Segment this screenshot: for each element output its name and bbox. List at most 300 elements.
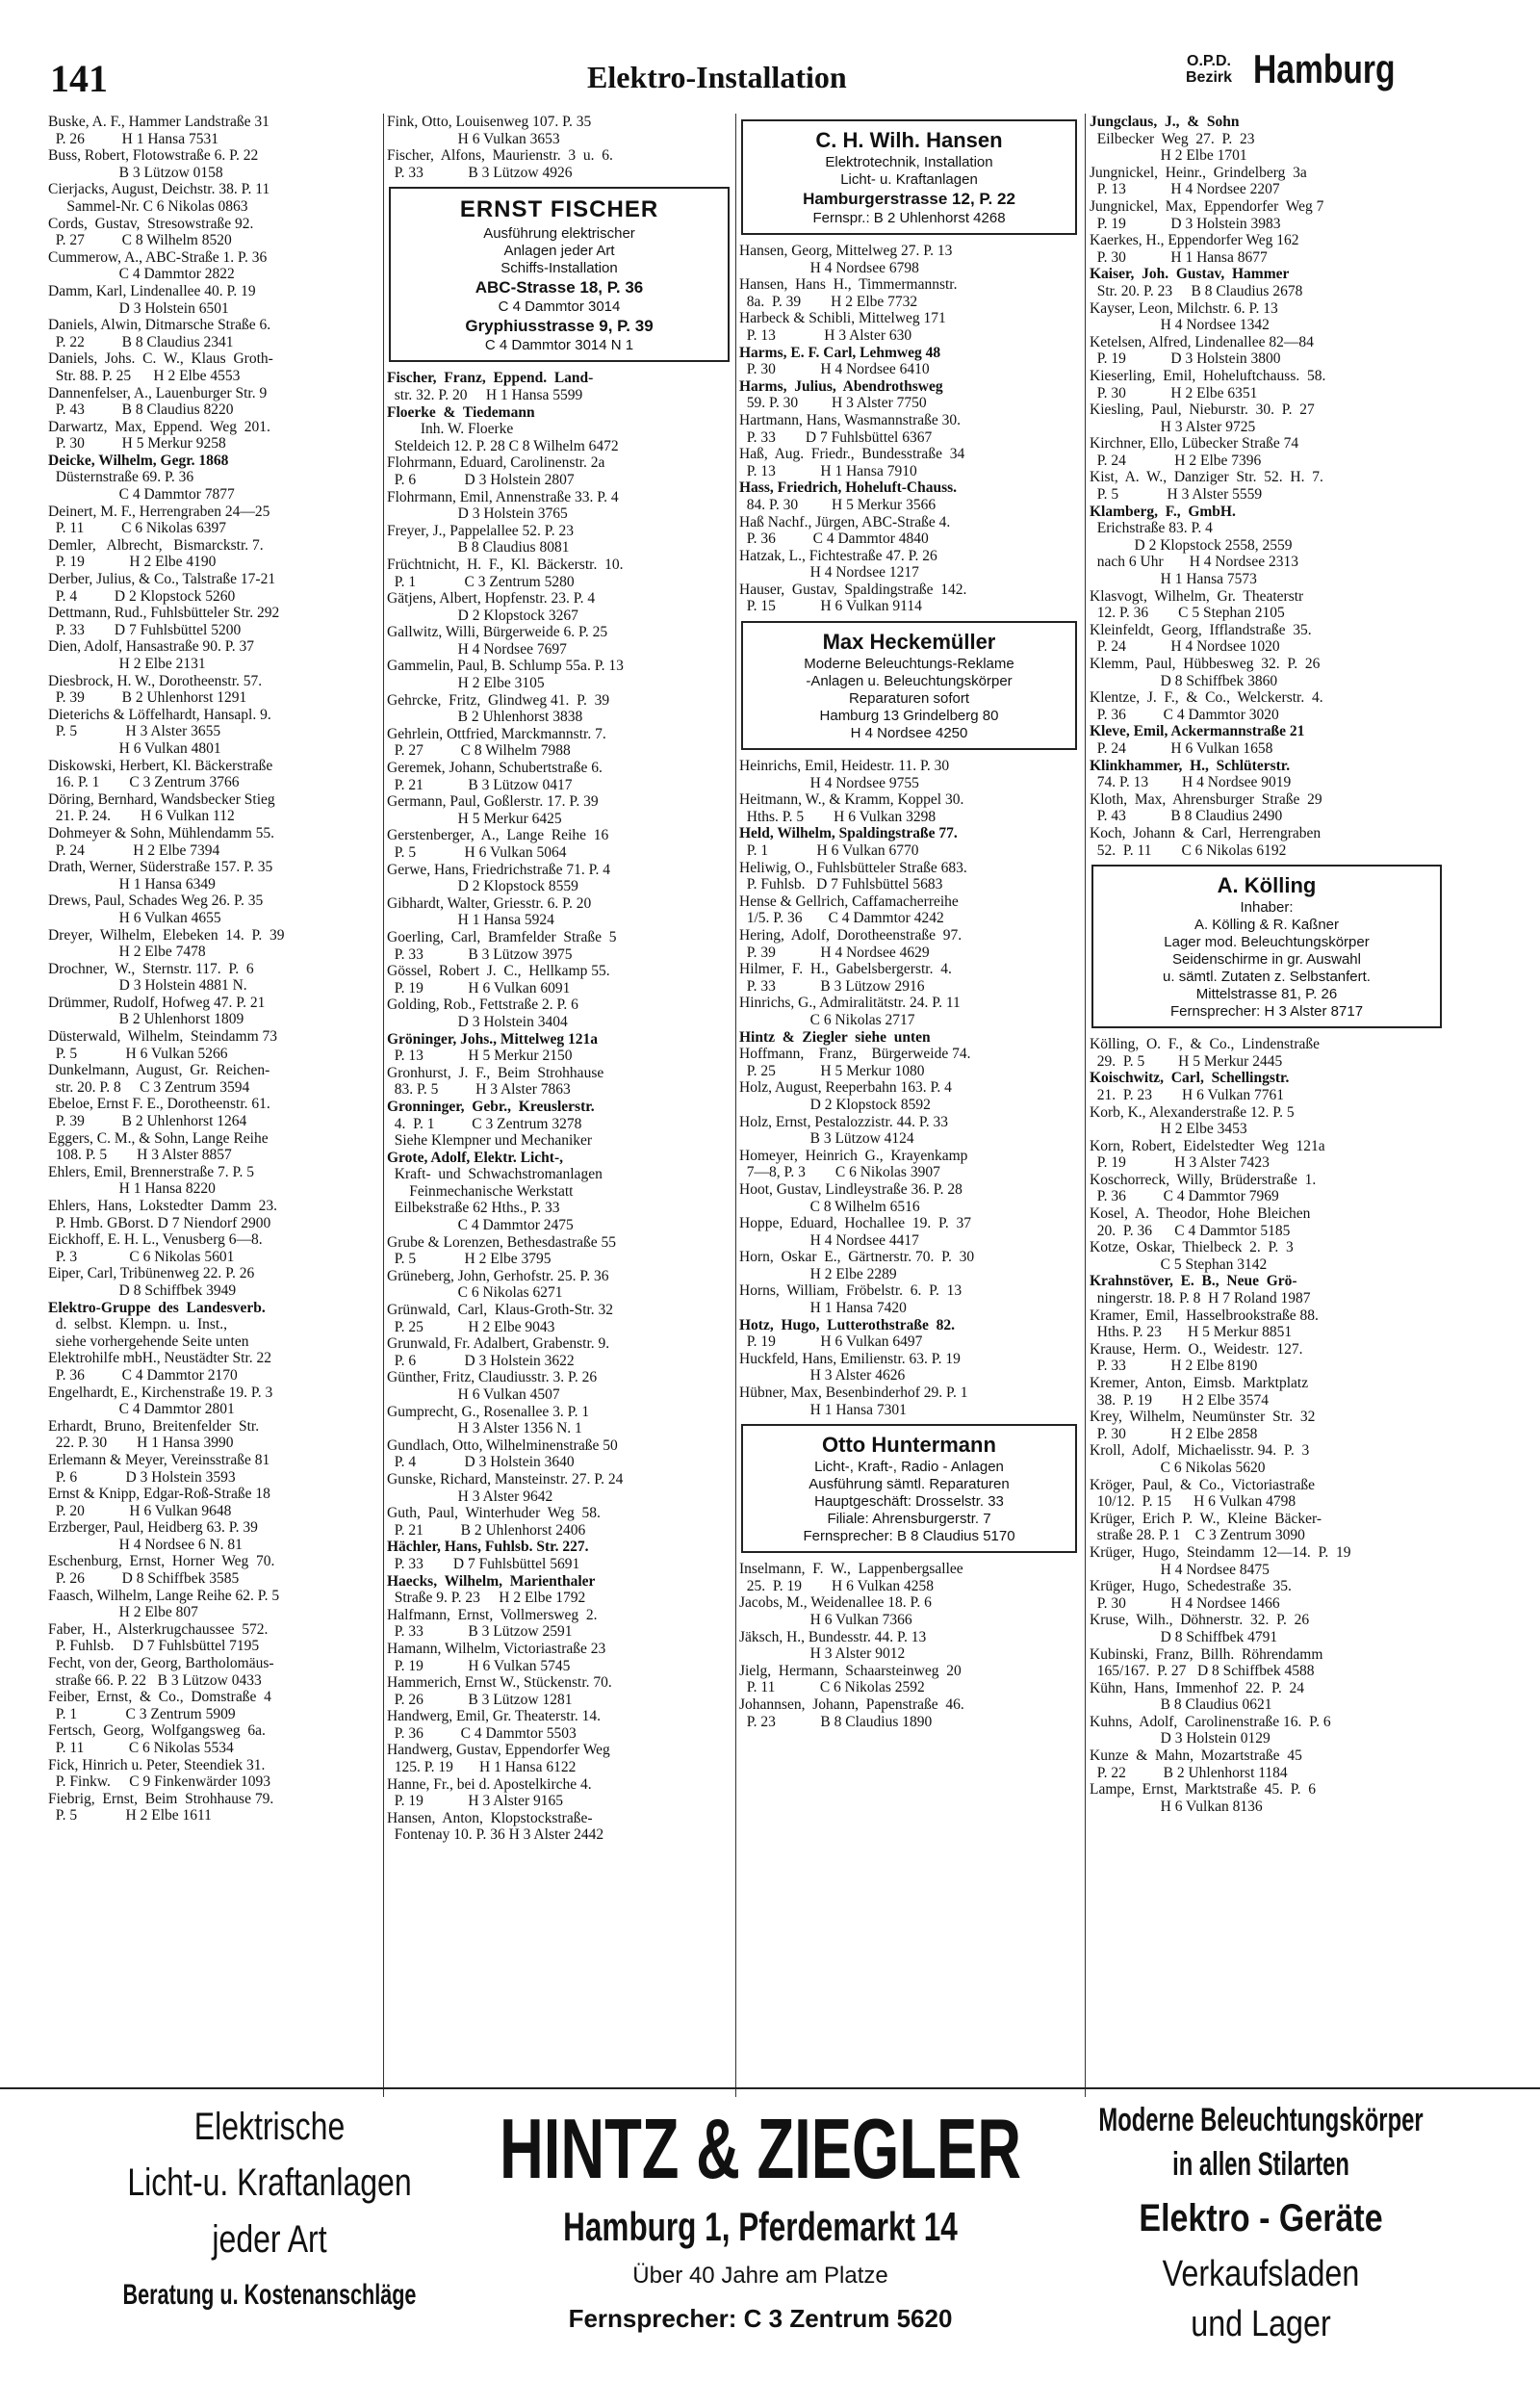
directory-line: Horns, William, Fröbelstr. 6. P. 13 bbox=[739, 1282, 962, 1300]
banner-right-line: Moderne Beleuchtungskörper bbox=[1098, 2102, 1424, 2138]
directory-line: H 4 Nordsee 8475 bbox=[1090, 1561, 1270, 1578]
directory-line: Drümmer, Rudolf, Hofweg 47. P. 21 bbox=[48, 994, 266, 1011]
directory-line: D 8 Schiffbek 3860 bbox=[1090, 672, 1278, 689]
directory-line: Sammel-Nr. C 6 Nikolas 0863 bbox=[48, 197, 248, 215]
directory-column-3 bbox=[739, 114, 1079, 2097]
directory-line: Klamberg, F., GmbH. bbox=[1090, 503, 1236, 520]
entry-list bbox=[1090, 114, 1444, 859]
directory-line: 125. P. 19 H 1 Hansa 6122 bbox=[387, 1759, 577, 1776]
directory-line: Lampe, Ernst, Marktstraße 45. P. 6 bbox=[1090, 1781, 1317, 1799]
directory-line: P. 5 H 6 Vulkan 5266 bbox=[48, 1045, 228, 1062]
directory-line: P. 6 D 3 Holstein 3593 bbox=[48, 1468, 236, 1486]
directory-line: Dieterichs & Löffelhardt, Hansapl. 9. bbox=[48, 706, 271, 723]
directory-line: Kosel, A. Theodor, Hohe Bleichen bbox=[1090, 1205, 1311, 1223]
directory-line: Hoot, Gustav, Lindleystraße 36. P. 28 bbox=[739, 1180, 962, 1198]
directory-line: Hartmann, Hans, Wasmannstraße 30. bbox=[739, 411, 962, 428]
directory-line: H 3 Alster 9725 bbox=[1090, 418, 1256, 435]
directory-line: Ehlers, Hans, Lokstedter Damm 23. bbox=[48, 1198, 278, 1214]
directory-line: Gronninger, Gebr., Kreuslerstr. bbox=[387, 1098, 595, 1115]
directory-line: Klemm, Paul, Hübbesweg 32. P. 26 bbox=[1090, 656, 1321, 672]
ad-line: Elektrotechnik, Installation bbox=[825, 154, 993, 170]
directory-line: P. 22 B 8 Claudius 2341 bbox=[48, 333, 234, 350]
directory-line: Ebeloe, Ernst F. E., Dorotheenstr. 61. bbox=[48, 1096, 270, 1113]
ad-address: Filiale: Ahrensburgerstr. 7 bbox=[827, 1511, 991, 1528]
directory-line: Fontenay 10. P. 36 H 3 Alster 2442 bbox=[387, 1826, 604, 1844]
directory-line: P. 33 D 7 Fuhlsbüttel 5200 bbox=[48, 621, 242, 638]
directory-line: P. 19 H 6 Vulkan 6091 bbox=[387, 979, 571, 996]
directory-line: Hanne, Fr., bei d. Apostelkirche 4. bbox=[387, 1775, 592, 1793]
directory-line: Kayser, Leon, Milchstr. 6. P. 13 bbox=[1090, 299, 1278, 317]
directory-line: Fertsch, Georg, Wolfgangsweg 6a. bbox=[48, 1722, 266, 1740]
directory-line: P. 4 D 2 Klopstock 5260 bbox=[48, 587, 236, 605]
directory-line: D 3 Holstein 6501 bbox=[48, 299, 229, 317]
directory-line: H 4 Nordsee 9755 bbox=[739, 774, 919, 791]
directory-line: Homeyer, Heinrich G., Krayenkamp bbox=[739, 1147, 968, 1164]
directory-line: P. 13 H 4 Nordsee 2207 bbox=[1090, 181, 1280, 198]
directory-line: D 3 Holstein 0129 bbox=[1090, 1730, 1270, 1747]
directory-line: Kirchner, Ello, Lübecker Straße 74 bbox=[1090, 435, 1299, 453]
directory-line: D 2 Klopstock 8592 bbox=[739, 1096, 931, 1113]
directory-line: Erlemann & Meyer, Vereinsstraße 81 bbox=[48, 1451, 270, 1468]
directory-line: Kotze, Oskar, Thielbeck 2. P. 3 bbox=[1090, 1239, 1294, 1256]
directory-line: 22. P. 30 H 1 Hansa 3990 bbox=[48, 1435, 234, 1452]
directory-line: Steldeich 12. P. 28 C 8 Wilhelm 6472 bbox=[387, 437, 619, 454]
directory-line: H 2 Elbe 1701 bbox=[1090, 147, 1247, 165]
directory-line: Eilbekstraße 62 Hths., P. 33 bbox=[387, 1200, 560, 1217]
bottom-advertisement bbox=[96, 2099, 1463, 2359]
directory-line: P. 6 D 3 Holstein 2807 bbox=[387, 471, 575, 488]
directory-line: Diskowski, Herbert, Kl. Bäckerstraße bbox=[48, 757, 273, 774]
directory-line: Hächler, Hans, Fuhlsb. Str. 227. bbox=[387, 1539, 589, 1556]
directory-line: Inh. W. Floerke bbox=[387, 421, 514, 438]
directory-line: Str. 20. P. 23 B 8 Claudius 2678 bbox=[1090, 282, 1303, 299]
directory-line: Korn, Robert, Eidelstedter Weg 121a bbox=[1090, 1137, 1325, 1154]
directory-line: D 3 Holstein 3404 bbox=[387, 1013, 568, 1030]
directory-line: P. 19 D 3 Holstein 3983 bbox=[1090, 215, 1281, 232]
directory-column-2 bbox=[387, 114, 732, 2097]
directory-line: P. 1 C 3 Zentrum 5909 bbox=[48, 1705, 236, 1722]
opd-label: O.P.D. bbox=[1187, 53, 1231, 69]
directory-line: P. 13 H 3 Alster 630 bbox=[739, 326, 912, 344]
directory-line: Horn, Oskar E., Gärtnerstr. 70. P. 30 bbox=[739, 1249, 975, 1266]
directory-line: P. 36 C 4 Dammtor 7969 bbox=[1090, 1188, 1279, 1205]
directory-line: Elektrohilfe mbH., Neustädter Str. 22 bbox=[48, 1350, 272, 1367]
directory-line: D 2 Klopstock 3267 bbox=[387, 607, 578, 624]
directory-line: P. 19 H 3 Alster 9165 bbox=[387, 1793, 563, 1810]
directory-line: Guth, Paul, Winterhuder Weg 58. bbox=[387, 1505, 601, 1522]
directory-line: Fick, Hinrich u. Peter, Steendiek 31. bbox=[48, 1756, 266, 1773]
ad-name: C. H. Wilh. Hansen bbox=[815, 128, 1003, 152]
directory-line: str. 20. P. 8 C 3 Zentrum 3594 bbox=[48, 1078, 250, 1096]
directory-line: 8a. P. 39 H 2 Elbe 7732 bbox=[739, 293, 918, 310]
banner-phone: Fernsprecher: C 3 Zentrum 5620 bbox=[568, 2304, 953, 2333]
directory-line: Gundlach, Otto, Wilhelminenstraße 50 bbox=[387, 1436, 618, 1454]
directory-line: P. 11 C 6 Nikolas 5534 bbox=[48, 1740, 234, 1756]
directory-line: Haß Nachf., Jürgen, ABC-Straße 4. bbox=[739, 513, 951, 531]
directory-line: P. 27 C 8 Wilhelm 8520 bbox=[48, 232, 232, 249]
directory-line: H 6 Vulkan 7366 bbox=[739, 1612, 912, 1628]
directory-line: Hinrichs, G., Admiralitätstr. 24. P. 11 bbox=[739, 995, 961, 1012]
directory-line: P. 19 H 2 Elbe 4190 bbox=[48, 554, 217, 571]
directory-line: H 3 Alster 4626 bbox=[739, 1367, 906, 1385]
directory-line: D 3 Holstein 3765 bbox=[387, 505, 568, 523]
directory-line: Kühn, Hans, Immenhof 22. P. 24 bbox=[1090, 1679, 1305, 1696]
directory-line: P. 25 H 2 Elbe 9043 bbox=[387, 1318, 555, 1335]
ad-phone: Fernsprecher: H 3 Alster 8717 bbox=[1169, 1003, 1364, 1021]
directory-line: 21. P. 24. H 6 Vulkan 112 bbox=[48, 808, 235, 825]
directory-line: Kubinski, Franz, Billh. Röhrendamm bbox=[1090, 1645, 1323, 1663]
ad-phone: Fernsprecher: B 8 Claudius 5170 bbox=[803, 1528, 1015, 1545]
directory-line: Jungnickel, Heinr., Grindelberg 3a bbox=[1090, 164, 1307, 181]
directory-line: Kremer, Anton, Eimsb. Marktplatz bbox=[1090, 1375, 1309, 1391]
directory-line: Feiber, Ernst, & Co., Domstraße 4 bbox=[48, 1689, 271, 1706]
directory-line: Kaiser, Joh. Gustav, Hammer bbox=[1090, 266, 1290, 283]
directory-line: Dettmann, Rud., Fuhlsbütteler Str. 292 bbox=[48, 605, 280, 622]
directory-line: Heitmann, W., & Kramm, Koppel 30. bbox=[739, 791, 964, 809]
ad-line: Licht-, Kraft-, Radio - Anlagen bbox=[814, 1459, 1004, 1476]
directory-line: P. 11 C 6 Nikolas 6397 bbox=[48, 520, 227, 537]
directory-line: Kröger, Paul, & Co., Victoriastraße bbox=[1090, 1476, 1316, 1493]
directory-line: Hense & Gellrich, Caffamacherreihe bbox=[739, 893, 959, 910]
directory-line: P. 20 H 6 Vulkan 9648 bbox=[48, 1502, 232, 1519]
directory-line: Golding, Rob., Fettstraße 2. P. 6 bbox=[387, 996, 578, 1014]
directory-line: P. 36 C 4 Dammtor 3020 bbox=[1090, 706, 1279, 723]
directory-line: Huckfeld, Hans, Emilienstr. 63. P. 19 bbox=[739, 1350, 961, 1367]
banner-tagline: Über 40 Jahre am Platze bbox=[632, 2263, 888, 2289]
directory-line: Koch, Johann & Carl, Herrengraben bbox=[1090, 824, 1322, 841]
directory-line: Erichstraße 83. P. 4 bbox=[1090, 520, 1213, 537]
directory-line: 21. P. 23 H 6 Vulkan 7761 bbox=[1090, 1086, 1285, 1103]
directory-line: P. Hmb. GBorst. D 7 Niendorf 2900 bbox=[48, 1214, 271, 1231]
directory-line: P. 22 B 2 Uhlenhorst 1184 bbox=[1090, 1764, 1288, 1781]
directory-line: 12. P. 36 C 5 Stephan 2105 bbox=[1090, 605, 1285, 622]
directory-line: P. 39 H 4 Nordsee 4629 bbox=[739, 944, 930, 961]
directory-line: Buss, Robert, Flotowstraße 6. P. 22 bbox=[48, 147, 259, 165]
directory-line: 7—8, P. 3 C 6 Nikolas 3907 bbox=[739, 1164, 940, 1181]
directory-line: Holz, August, Reeperbahn 163. P. 4 bbox=[739, 1079, 952, 1097]
column-rule bbox=[383, 114, 384, 2097]
directory-line: Faber, H., Alsterkrugchaussee 572. bbox=[48, 1620, 269, 1638]
directory-line: Gröninger, Johs., Mittelweg 121a bbox=[387, 1030, 598, 1048]
column-rule bbox=[1085, 114, 1086, 2097]
directory-line: Kraft- und Schwachstromanlagen bbox=[387, 1166, 603, 1183]
directory-line: Dunkelmann, August, Gr. Reichen- bbox=[48, 1062, 270, 1079]
directory-line: H 1 Hansa 7301 bbox=[739, 1401, 907, 1418]
directory-line: Grote, Adolf, Elektr. Licht-, bbox=[387, 1149, 563, 1166]
directory-line: H 4 Nordsee 1342 bbox=[1090, 317, 1270, 334]
directory-line: D 8 Schiffbek 4791 bbox=[1090, 1628, 1278, 1645]
directory-line: Grunwald, Fr. Adalbert, Grabenstr. 9. bbox=[387, 1335, 610, 1353]
ad-address: Mittelstrasse 81, P. 26 bbox=[1195, 986, 1338, 1003]
directory-line: Haecks, Wilhelm, Marienthaler bbox=[387, 1572, 596, 1590]
directory-line: H 4 Nordsee 6798 bbox=[739, 259, 919, 276]
directory-line: B 3 Lützow 0158 bbox=[48, 164, 223, 181]
directory-line: P. Fuhlsb. D 7 Fuhlsbüttel 5683 bbox=[739, 876, 943, 893]
directory-line: Ketelsen, Alfred, Lindenallee 82—84 bbox=[1090, 333, 1314, 350]
directory-line: Jungnickel, Max, Eppendorfer Weg 7 bbox=[1090, 197, 1324, 215]
ad-hansen bbox=[741, 119, 1077, 235]
banner-left-line: Beratung u. Kostenanschläge bbox=[122, 2279, 417, 2311]
directory-line: Früchtnicht, H. F., Kl. Bäckerstr. 10. bbox=[387, 556, 624, 573]
directory-line: P. 24 H 6 Vulkan 1658 bbox=[1090, 739, 1273, 757]
directory-line: P. 21 B 2 Uhlenhorst 2406 bbox=[387, 1521, 586, 1539]
directory-line: Grüneberg, John, Gerhofstr. 25. P. 36 bbox=[387, 1267, 609, 1284]
ad-line: Ausführung sämtl. Reparaturen bbox=[808, 1476, 1010, 1493]
ad-koelling bbox=[1091, 865, 1442, 1028]
directory-line: Hauser, Gustav, Spaldingstraße 142. bbox=[739, 581, 967, 598]
directory-line: P. 24 H 2 Elbe 7394 bbox=[48, 841, 220, 859]
directory-line: P. Fuhlsb. D 7 Fuhlsbüttel 7195 bbox=[48, 1638, 260, 1655]
directory-line: C 4 Dammtor 2801 bbox=[48, 1401, 235, 1418]
directory-line: Krüger, Hugo, Steindamm 12—14. P. 19 bbox=[1090, 1543, 1351, 1561]
directory-line: Hatzak, L., Fichtestraße 47. P. 26 bbox=[739, 547, 937, 564]
directory-line: Diesbrock, H. W., Dorotheenstr. 57. bbox=[48, 672, 263, 689]
directory-line: Feinmechanische Werkstatt bbox=[387, 1182, 574, 1200]
directory-line: Hansen, Anton, Klopstockstraße- bbox=[387, 1809, 593, 1826]
directory-line: P. 30 H 5 Merkur 9258 bbox=[48, 435, 226, 453]
directory-line: Cords, Gustav, Stresowstraße 92. bbox=[48, 215, 254, 232]
directory-line: P. 1 C 3 Zentrum 5280 bbox=[387, 573, 575, 590]
banner-address: Hamburg 1, Pferdemarkt 14 bbox=[563, 2204, 958, 2249]
directory-line: Dannenfelser, A., Lauenburger Str. 9 bbox=[48, 384, 268, 401]
directory-line: Kieserling, Emil, Hoheluftchauss. 58. bbox=[1090, 367, 1326, 384]
directory-line: 1/5. P. 36 C 4 Dammtor 4242 bbox=[739, 910, 944, 927]
directory-line: P. 30 H 2 Elbe 2858 bbox=[1090, 1425, 1258, 1442]
ad-line: Inhaber: bbox=[1240, 899, 1294, 917]
directory-column-4 bbox=[1090, 114, 1444, 2097]
directory-line: Eickhoff, E. H. L., Venusberg 6—8. bbox=[48, 1231, 263, 1249]
directory-line: Drews, Paul, Schades Weg 26. P. 35 bbox=[48, 893, 264, 910]
directory-line: H 6 Vulkan 4655 bbox=[48, 909, 221, 926]
banner-hintz-ziegler bbox=[462, 2099, 1059, 2359]
directory-line: P. 33 B 3 Lützow 2916 bbox=[739, 977, 925, 995]
directory-line: D 3 Holstein 4881 N. bbox=[48, 977, 247, 995]
directory-line: Flohrmann, Eduard, Carolinenstr. 2a bbox=[387, 454, 605, 472]
directory-line: Grube & Lorenzen, Bethesdastraße 55 bbox=[387, 1233, 617, 1251]
directory-line: B 8 Claudius 8081 bbox=[387, 539, 570, 556]
directory-line: Hübner, Max, Besenbinderhof 29. P. 1 bbox=[739, 1385, 968, 1402]
directory-line: Gammelin, Paul, B. Schlump 55a. P. 13 bbox=[387, 658, 624, 675]
directory-line: P. 30 H 1 Hansa 8677 bbox=[1090, 248, 1268, 266]
directory-line: Harbeck & Schibli, Mittelweg 171 bbox=[739, 310, 946, 327]
directory-line: P. 27 C 8 Wilhelm 7988 bbox=[387, 742, 571, 760]
directory-line: nach 6 Uhr H 4 Nordsee 2313 bbox=[1090, 554, 1298, 571]
directory-line: H 6 Vulkan 4507 bbox=[387, 1386, 560, 1403]
directory-line: C 4 Dammtor 2822 bbox=[48, 266, 235, 283]
entry-list bbox=[739, 243, 1079, 615]
ad-address: Hamburgerstrasse 12, P. 22 bbox=[803, 190, 1015, 208]
directory-line: Daniels, Johs. C. W., Klaus Groth- bbox=[48, 350, 273, 368]
directory-line: Düsterwald, Wilhelm, Steindamm 73 bbox=[48, 1028, 278, 1046]
directory-line: Krahnstöver, E. B., Neue Grö- bbox=[1090, 1273, 1297, 1290]
directory-line: Deinert, M. F., Herrengraben 24—25 bbox=[48, 503, 270, 520]
directory-line: Cierjacks, August, Deichstr. 38. P. 11 bbox=[48, 181, 270, 198]
directory-line: 20. P. 36 C 4 Dammtor 5185 bbox=[1090, 1222, 1291, 1239]
directory-line: Jielg, Hermann, Schaarsteinweg 20 bbox=[739, 1662, 962, 1679]
directory-line: Fischer, Alfons, Maurienstr. 3 u. 6. bbox=[387, 147, 613, 165]
directory-line: P. 33 H 2 Elbe 8190 bbox=[1090, 1358, 1258, 1375]
directory-line: H 3 Alster 9012 bbox=[739, 1645, 906, 1663]
directory-line: P. 11 C 6 Nikolas 2592 bbox=[739, 1679, 925, 1696]
directory-line: P. 33 B 3 Lützow 4926 bbox=[387, 164, 573, 181]
directory-line: Gunske, Richard, Mansteinstr. 27. P. 24 bbox=[387, 1470, 624, 1488]
directory-line: Hering, Adolf, Dorotheenstraße 97. bbox=[739, 927, 962, 944]
entry-list bbox=[739, 1561, 1079, 1730]
banner-right-line: in allen Stilarten bbox=[1172, 2146, 1349, 2183]
directory-line: Kroll, Adolf, Michaelisstr. 94. P. 3 bbox=[1090, 1442, 1310, 1460]
ad-name: A. Kölling bbox=[1217, 873, 1317, 898]
ad-phone: H 4 Nordsee 4250 bbox=[850, 725, 968, 742]
directory-line: straße 28. P. 1 C 3 Zentrum 3090 bbox=[1090, 1527, 1305, 1544]
directory-line: 25. P. 19 H 6 Vulkan 4258 bbox=[739, 1577, 935, 1594]
directory-line: Drath, Werner, Süderstraße 157. P. 35 bbox=[48, 859, 273, 876]
directory-line: Flohrmann, Emil, Annenstraße 33. P. 4 bbox=[387, 488, 619, 505]
directory-line: Koschorreck, Willy, Brüderstraße 1. bbox=[1090, 1171, 1317, 1188]
directory-line: Kuhns, Adolf, Carolinenstraße 16. P. 6 bbox=[1090, 1713, 1331, 1730]
directory-line: Dien, Adolf, Hansastraße 90. P. 37 bbox=[48, 638, 254, 656]
directory-line: 10/12. P. 15 H 6 Vulkan 4798 bbox=[1090, 1493, 1296, 1511]
directory-line: H 1 Hansa 8220 bbox=[48, 1180, 216, 1198]
directory-line: 108. P. 5 H 3 Alster 8857 bbox=[48, 1147, 232, 1164]
directory-line: Gibhardt, Walter, Griesstr. 6. P. 20 bbox=[387, 894, 592, 912]
ad-name: Otto Huntermann bbox=[822, 1433, 996, 1458]
directory-line: straße 66. P. 22 B 3 Lützow 0433 bbox=[48, 1671, 262, 1689]
directory-line: Döring, Bernhard, Wandsbecker Stieg bbox=[48, 790, 275, 808]
directory-line: Drochner, W., Sternstr. 117. P. 6 bbox=[48, 960, 254, 977]
directory-line: B 8 Claudius 0621 bbox=[1090, 1696, 1272, 1714]
page-title: Elektro-Installation bbox=[587, 60, 847, 94]
directory-line: P. 33 D 7 Fuhlsbüttel 5691 bbox=[387, 1555, 580, 1572]
directory-line: Halfmann, Ernst, Vollmersweg 2. bbox=[387, 1606, 598, 1623]
directory-line: P. 5 H 3 Alster 5559 bbox=[1090, 486, 1263, 504]
ad-line: Moderne Beleuchtungs-Reklame bbox=[804, 656, 1014, 673]
directory-line: Hansen, Hans H., Timmermannstr. bbox=[739, 276, 958, 294]
entry-list bbox=[1090, 1036, 1444, 1815]
directory-line: P. 43 B 8 Claudius 2490 bbox=[1090, 808, 1283, 825]
postal-district-label bbox=[1186, 53, 1232, 86]
directory-line: P. 5 H 2 Elbe 3795 bbox=[387, 1251, 552, 1268]
directory-line: 83. P. 5 H 3 Alster 7863 bbox=[387, 1081, 571, 1099]
directory-line: Gehrlein, Ottfried, Marckmannstr. 7. bbox=[387, 725, 606, 742]
directory-line: C 5 Stephan 3142 bbox=[1090, 1255, 1268, 1273]
directory-line: Krause, Herm. O., Weidestr. 127. bbox=[1090, 1340, 1303, 1358]
directory-line: Hammerich, Ernst W., Stückenstr. 70. bbox=[387, 1674, 612, 1692]
directory-line: Faasch, Wilhelm, Lange Reihe 62. P. 5 bbox=[48, 1587, 280, 1604]
directory-line: Daniels, Alwin, Ditmarsche Straße 6. bbox=[48, 317, 271, 334]
ad-name: Max Heckemüller bbox=[822, 630, 996, 655]
banner-right-panel bbox=[1059, 2099, 1463, 2359]
directory-line: C 6 Nikolas 2717 bbox=[739, 1011, 915, 1028]
ad-line: Anlagen jeder Art bbox=[503, 243, 615, 260]
directory-line: Engelhardt, E., Kirchenstraße 19. P. 3 bbox=[48, 1384, 273, 1401]
directory-line: H 2 Elbe 3105 bbox=[387, 675, 545, 692]
directory-line: P. 21 B 3 Lützow 0417 bbox=[387, 776, 573, 793]
directory-line: Grünwald, Carl, Klaus-Groth-Str. 32 bbox=[387, 1302, 614, 1319]
directory-line: H 4 Nordsee 6 N. 81 bbox=[48, 1536, 243, 1553]
directory-line: Ernst & Knipp, Edgar-Roß-Straße 18 bbox=[48, 1486, 270, 1503]
column-rule bbox=[735, 114, 736, 2097]
ad-huntermann bbox=[741, 1424, 1077, 1553]
entry-list bbox=[48, 114, 381, 1825]
ad-line: Licht- u. Kraftanlagen bbox=[840, 171, 978, 188]
directory-line: Damm, Karl, Lindenallee 40. P. 19 bbox=[48, 282, 256, 299]
banner-right-line: Verkaufsladen bbox=[1162, 2254, 1360, 2294]
ad-line: A. Kölling & R. Kaßner bbox=[1194, 917, 1340, 934]
directory-line: Hotz, Hugo, Lutterothstraße 82. bbox=[739, 1316, 956, 1333]
directory-line: Kiesling, Paul, Nieburstr. 30. P. 27 bbox=[1090, 401, 1315, 419]
directory-line: Krey, Wilhelm, Neumünster Str. 32 bbox=[1090, 1409, 1316, 1426]
directory-line: Demler, Albrecht, Bismarckstr. 7. bbox=[48, 536, 264, 554]
directory-line: Ehlers, Emil, Brennerstraße 7. P. 5 bbox=[48, 1163, 254, 1180]
ad-address: Gryphiusstrasse 9, P. 39 bbox=[465, 317, 654, 336]
directory-line: H 2 Elbe 2131 bbox=[48, 656, 206, 672]
directory-line: C 6 Nikolas 6271 bbox=[387, 1284, 563, 1302]
directory-line: P. 33 B 3 Lützow 3975 bbox=[387, 945, 573, 963]
ad-line: Lager mod. Beleuchtungskörper bbox=[1164, 934, 1370, 951]
directory-line: Erzberger, Paul, Heidberg 63. P. 39 bbox=[48, 1519, 258, 1537]
banner-left-line: Licht-u. Kraftanlagen bbox=[127, 2161, 412, 2204]
directory-line: P. 19 H 6 Vulkan 5745 bbox=[387, 1657, 571, 1674]
directory-line: Gerstenberger, A., Lange Reihe 16 bbox=[387, 827, 609, 844]
directory-line: siehe vorhergehende Seite unten bbox=[48, 1333, 249, 1350]
directory-line: Johannsen, Johann, Papenstraße 46. bbox=[739, 1695, 964, 1713]
directory-line: P. 6 D 3 Holstein 3622 bbox=[387, 1352, 575, 1369]
directory-line: P. 13 H 5 Merkur 2150 bbox=[387, 1048, 573, 1065]
directory-line: Klinkhammer, H., Schlüterstr. bbox=[1090, 757, 1291, 774]
directory-line: Hoppe, Eduard, Hochallee 19. P. 37 bbox=[739, 1215, 972, 1232]
directory-line: Buske, A. F., Hammer Landstraße 31 bbox=[48, 114, 270, 130]
directory-line: Gallwitz, Willi, Bürgerweide 6. P. 25 bbox=[387, 624, 608, 641]
directory-line: Dohmeyer & Sohn, Mühlendamm 55. bbox=[48, 824, 275, 841]
directory-line: Harms, E. F. Carl, Lehmweg 48 bbox=[739, 344, 941, 361]
directory-line: P. 39 B 2 Uhlenhorst 1264 bbox=[48, 1113, 247, 1130]
banner-left-panel bbox=[96, 2099, 443, 2359]
directory-line: C 4 Dammtor 7877 bbox=[48, 486, 235, 504]
ad-line: Schiffs-Installation bbox=[500, 260, 618, 277]
directory-line: Fischer, Franz, Eppend. Land- bbox=[387, 370, 594, 387]
directory-line: H 6 Vulkan 3653 bbox=[387, 130, 560, 147]
directory-line: Fink, Otto, Louisenweg 107. P. 35 bbox=[387, 114, 592, 130]
directory-line: H 3 Alster 1356 N. 1 bbox=[387, 1420, 582, 1437]
directory-line: Str. 88. P. 25 H 2 Elbe 4553 bbox=[48, 367, 241, 384]
directory-line: Koischwitz, Carl, Schellingstr. bbox=[1090, 1070, 1290, 1087]
directory-line: P. 25 H 5 Merkur 1080 bbox=[739, 1062, 925, 1079]
banner-right-line: Elektro - Geräte bbox=[1139, 2197, 1383, 2239]
directory-line: H 4 Nordsee 1217 bbox=[739, 564, 919, 582]
directory-line: B 3 Lützow 4124 bbox=[739, 1130, 914, 1148]
directory-line: Heinrichs, Emil, Heidestr. 11. P. 30 bbox=[739, 758, 950, 775]
directory-line: Gössel, Robert J. C., Hellkamp 55. bbox=[387, 963, 610, 980]
directory-line: P. 26 B 3 Lützow 1281 bbox=[387, 1691, 573, 1708]
directory-line: H 1 Hansa 7420 bbox=[739, 1300, 907, 1317]
directory-line: P. 24 H 4 Nordsee 1020 bbox=[1090, 638, 1280, 656]
directory-line: 4. P. 1 C 3 Zentrum 3278 bbox=[387, 1115, 582, 1132]
directory-line: H 1 Hansa 7573 bbox=[1090, 571, 1257, 588]
directory-line: P. 24 H 2 Elbe 7396 bbox=[1090, 452, 1262, 469]
directory-line: Fiebrig, Ernst, Beim Strohhause 79. bbox=[48, 1790, 274, 1807]
ad-line: -Anlagen u. Beleuchtungskörper bbox=[806, 673, 1013, 690]
directory-line: P. 19 H 6 Vulkan 6497 bbox=[739, 1333, 923, 1351]
directory-line: H 6 Vulkan 8136 bbox=[1090, 1798, 1263, 1815]
directory-line: D 2 Klopstock 8559 bbox=[387, 878, 578, 895]
directory-line: Freyer, J., Pappelallee 52. P. 23 bbox=[387, 522, 574, 539]
directory-line: Kist, A. W., Danziger Str. 52. H. 7. bbox=[1090, 469, 1323, 486]
directory-line: P. 26 D 8 Schiffbek 3585 bbox=[48, 1570, 240, 1588]
directory-line: Derber, Julius, & Co., Talstraße 17-21 bbox=[48, 571, 276, 588]
directory-line: Straße 9. P. 23 H 2 Elbe 1792 bbox=[387, 1590, 586, 1607]
directory-line: H 5 Merkur 6425 bbox=[387, 810, 562, 827]
directory-line: Krüger, Hugo, Schedestraße 35. bbox=[1090, 1578, 1292, 1595]
